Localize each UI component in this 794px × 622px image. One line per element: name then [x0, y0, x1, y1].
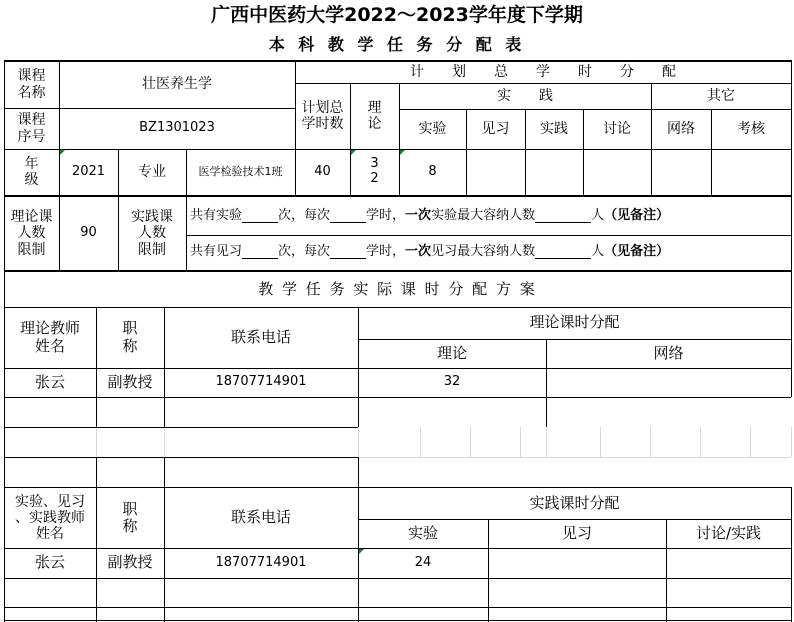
- border-h: [4, 270, 791, 272]
- intern-count-blank[interactable]: [242, 246, 278, 259]
- lab-line-text-4: 一次: [405, 207, 432, 223]
- lab-capacity-blank[interactable]: [535, 210, 591, 223]
- border-h: [4, 457, 358, 458]
- border-v: [711, 109, 712, 197]
- theory-alloc-network-header: 网络: [653, 343, 684, 362]
- border-v: [186, 149, 187, 197]
- gridline-v: [420, 427, 421, 457]
- border-v: [164, 307, 165, 427]
- sheet-subtitle: 本 科 教 学 任 务 分 配 表: [268, 34, 526, 54]
- theory-teacher-name[interactable]: 张云: [34, 372, 65, 391]
- border-v: [791, 197, 792, 272]
- practice-teacher-discuss-hours[interactable]: [666, 548, 791, 578]
- border-v: [4, 197, 5, 272]
- lab-hours-value[interactable]: 8: [428, 163, 437, 179]
- cell-note-marker: [60, 150, 65, 155]
- intern-limit-line: [186, 235, 791, 270]
- gridline-v: [96, 427, 97, 457]
- theory-alloc-header: 理论课时分配: [529, 313, 620, 332]
- grade-label: 年 级: [24, 155, 39, 188]
- border-h: [4, 368, 791, 369]
- cell-note-marker: [359, 549, 364, 554]
- practice-alloc-lab-header: 实验: [407, 523, 438, 542]
- border-h: [4, 578, 791, 579]
- major-label: 专业: [138, 163, 166, 180]
- border-h: [4, 427, 358, 428]
- border-h: [4, 548, 791, 549]
- gridline-v: [791, 427, 792, 457]
- course-name-label: 课程 名称: [17, 68, 46, 101]
- allocation-section-title: 教 学 任 务 实 际 课 时 分 配 方 案: [258, 279, 537, 298]
- course-name-value[interactable]: 壮医养生学: [142, 76, 212, 93]
- intern-hours-blank[interactable]: [330, 246, 366, 259]
- gridline-v: [470, 427, 471, 457]
- intern-line-text-1: 共有见习: [190, 244, 243, 260]
- border-v: [164, 457, 165, 487]
- total-hours-label: 计划总 学时数: [301, 99, 344, 132]
- grade-value[interactable]: 2021: [71, 163, 106, 179]
- border-v: [4, 487, 5, 622]
- practice-teacher-intern-hours[interactable]: [488, 548, 666, 578]
- practice-alloc-intern-header: 见习: [561, 523, 592, 542]
- border-h: [186, 235, 791, 236]
- other-header: 其它: [707, 87, 735, 104]
- border-v: [96, 457, 97, 487]
- border-h: [4, 307, 791, 308]
- lab-line-text-2: 次，每次: [278, 207, 331, 223]
- col-practice: 实践: [540, 120, 568, 137]
- theory-teacher-theory-hours[interactable]: 32: [443, 374, 461, 390]
- border-v: [583, 109, 584, 197]
- border-h: [358, 339, 791, 340]
- border-h: [4, 607, 791, 608]
- border-v: [59, 197, 60, 272]
- sheet-title: 广西中医药大学2022～2023学年度下学期: [211, 4, 583, 27]
- major-value[interactable]: 医学检验技术1班: [198, 164, 283, 178]
- border-v: [350, 83, 351, 197]
- border-v: [651, 83, 652, 197]
- practice-teacher-title[interactable]: 副教授: [107, 553, 153, 572]
- border-v: [488, 519, 489, 622]
- practice-teacher-name[interactable]: 张云: [34, 553, 65, 572]
- col-discussion: 讨论: [603, 120, 631, 137]
- border-v: [358, 457, 359, 487]
- theory-teacher-phone-header: 联系电话: [230, 327, 291, 346]
- lab-hours-blank[interactable]: [330, 210, 366, 223]
- theory-teacher-phone[interactable]: 18707714901: [215, 374, 307, 390]
- practice-teacher-title-header: 职 称: [122, 499, 138, 535]
- border-v: [525, 109, 526, 197]
- border-h: [295, 83, 791, 84]
- intern-line-text-5: 见习最大容纳人数: [431, 244, 536, 260]
- border-v: [546, 339, 547, 427]
- border-v: [791, 60, 792, 197]
- col-intern: 见习: [481, 120, 510, 137]
- border-v: [186, 197, 187, 272]
- theory-teacher-name-header: 理论教师 姓名: [19, 319, 80, 355]
- practice-alloc-discuss-header: 讨论/实践: [695, 523, 762, 542]
- lab-line-text-5: 实验最大容纳人数: [431, 207, 536, 223]
- theory-alloc-theory-header: 理论: [436, 343, 467, 362]
- border-v: [164, 487, 165, 622]
- border-v: [791, 272, 792, 307]
- practice-teacher-phone-header: 联系电话: [230, 508, 291, 527]
- theory-limit-value[interactable]: 90: [80, 225, 97, 241]
- theory-hours-value[interactable]: 3 2: [370, 156, 379, 186]
- border-h: [4, 397, 791, 398]
- border-v: [118, 197, 119, 272]
- col-exam: 考核: [737, 120, 765, 137]
- border-h: [4, 620, 791, 621]
- practice-limit-label: 实践课 人数 限制: [131, 209, 173, 258]
- col-lab: 实验: [418, 120, 447, 137]
- lab-line-text-1: 共有实验: [190, 207, 243, 223]
- theory-teacher-title[interactable]: 副教授: [107, 372, 153, 391]
- gridline-v: [750, 427, 751, 457]
- lab-line-text-3: 学时，: [366, 207, 406, 223]
- cell-note-marker: [351, 150, 356, 155]
- gridline-v: [520, 427, 521, 457]
- border-v: [791, 487, 792, 622]
- border-h: [4, 487, 791, 488]
- theory-teacher-title-header: 职 称: [122, 319, 138, 355]
- practice-teacher-phone[interactable]: 18707714901: [215, 554, 307, 570]
- lab-line-text-6: 人: [591, 207, 605, 223]
- border-v: [295, 60, 296, 197]
- border-h: [4, 149, 791, 150]
- theory-limit-label: 理论课 人数 限制: [10, 209, 53, 258]
- border-h: [358, 519, 791, 520]
- border-h: [4, 60, 791, 62]
- border-v: [358, 487, 359, 622]
- gridline-v: [700, 427, 701, 457]
- cell-note-marker: [400, 150, 405, 155]
- border-v: [4, 60, 5, 197]
- border-h: [4, 195, 791, 197]
- course-code-label: 课程 序号: [17, 112, 46, 145]
- border-v: [96, 487, 97, 622]
- practice-header: 实 践: [497, 87, 553, 104]
- border-v: [118, 149, 119, 197]
- gridline-v: [164, 427, 165, 457]
- gridline-v: [600, 427, 601, 457]
- intern-line-text-3: 学时，: [366, 244, 406, 260]
- practice-alloc-header: 实践课时分配: [529, 493, 620, 512]
- plan-header: 计 划 总 学 时 分 配: [410, 63, 676, 80]
- border-v: [96, 307, 97, 427]
- gridline-h: [358, 457, 791, 458]
- practice-teacher-name-header: 实验、见习 、实践教师 姓名: [15, 493, 85, 543]
- gridline-v: [358, 427, 359, 457]
- col-network: 网络: [667, 120, 695, 137]
- lab-limit-line: [186, 197, 791, 235]
- border-v: [466, 109, 467, 197]
- border-v: [4, 307, 5, 487]
- practice-teacher-lab-hours[interactable]: 24: [414, 554, 432, 570]
- intern-line-text-2: 次，每次: [278, 244, 331, 260]
- lab-count-blank[interactable]: [242, 210, 278, 223]
- intern-line-text-6: 人: [591, 244, 605, 260]
- border-v: [399, 83, 400, 197]
- course-code-value[interactable]: BZ1301023: [139, 120, 215, 136]
- border-v: [358, 307, 359, 427]
- border-v: [791, 307, 792, 397]
- border-h: [4, 108, 295, 109]
- intern-line-text-4: 一次: [405, 244, 432, 260]
- theory-label: 理 论: [367, 99, 382, 132]
- theory-teacher-network-hours[interactable]: [546, 368, 791, 397]
- border-v: [666, 519, 667, 622]
- gridline-v: [546, 427, 547, 457]
- border-h: [399, 109, 791, 110]
- lab-line-note: （见备注）: [604, 207, 670, 223]
- intern-capacity-blank[interactable]: [535, 246, 591, 259]
- border-v: [4, 272, 5, 307]
- total-hours-value[interactable]: 40: [314, 163, 331, 179]
- intern-line-note: （见备注）: [604, 244, 670, 260]
- gridline-v: [650, 427, 651, 457]
- border-v: [59, 60, 60, 197]
